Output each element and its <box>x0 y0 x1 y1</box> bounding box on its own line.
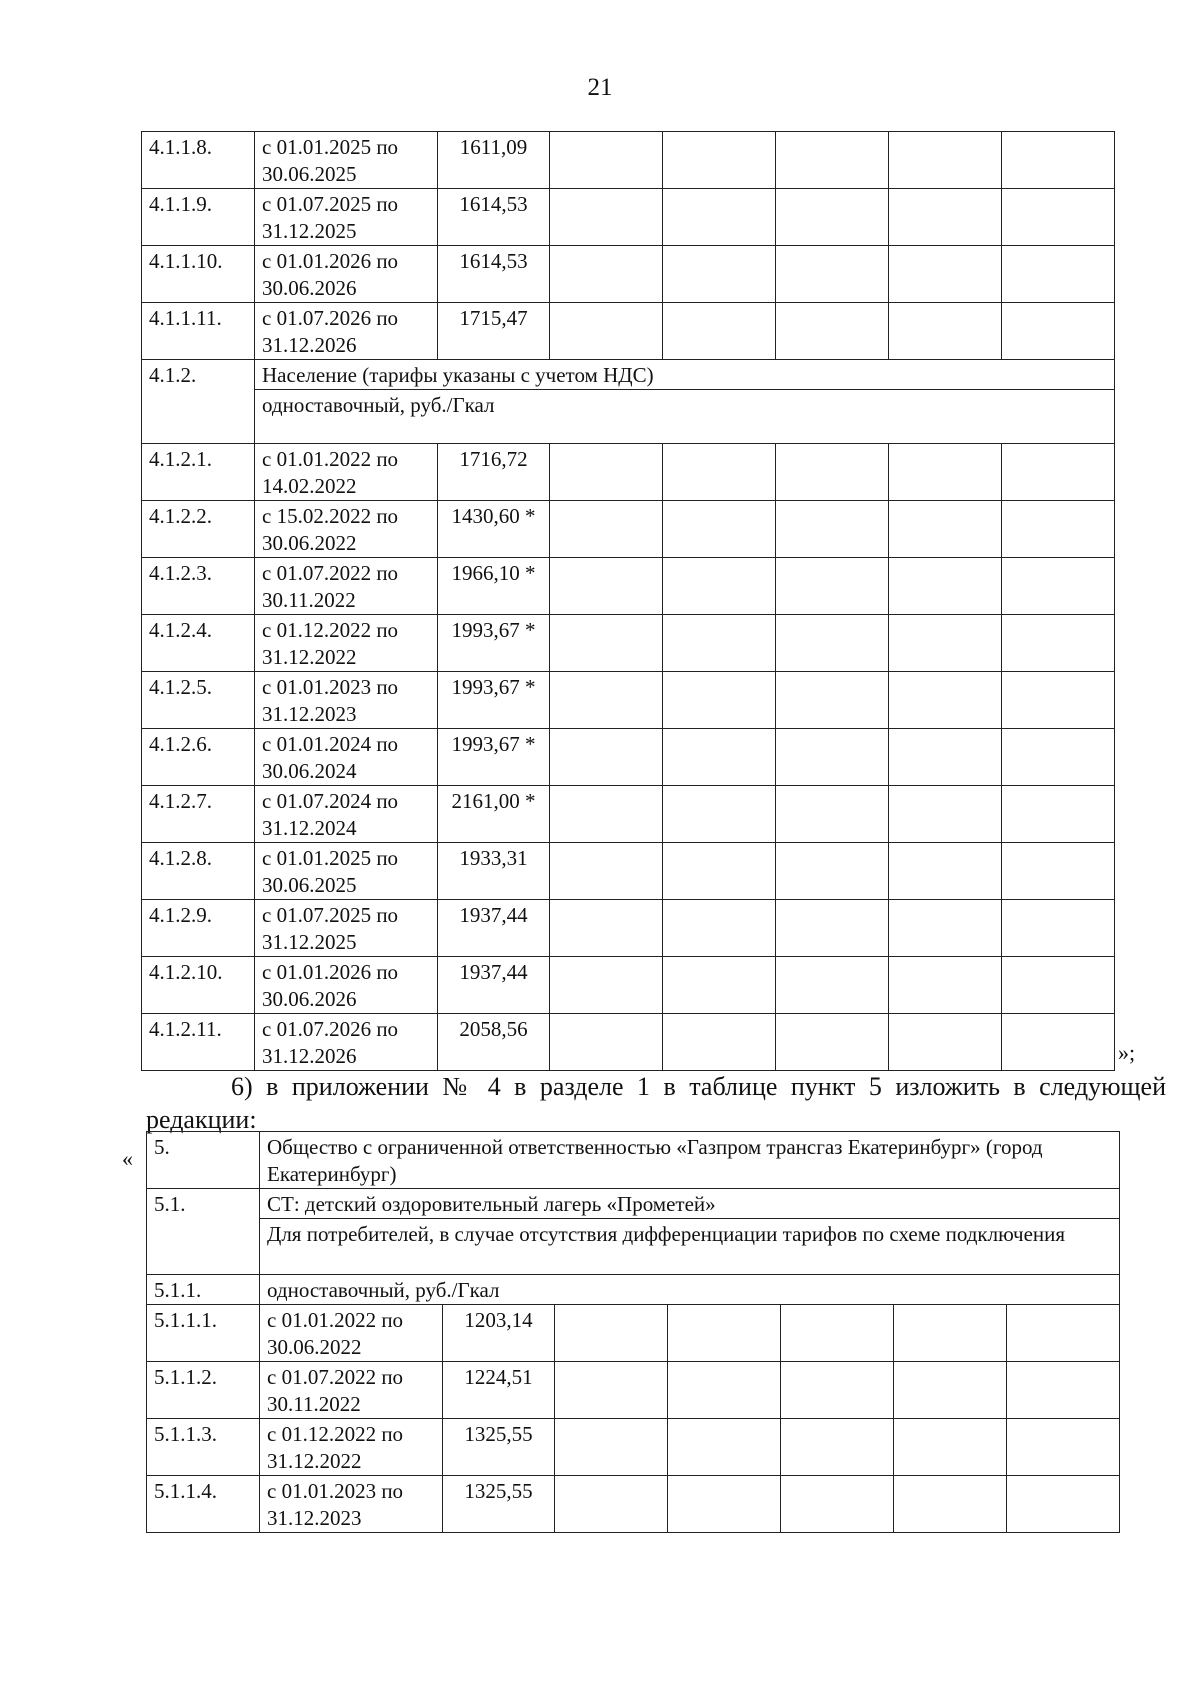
section-title: Население (тарифы указаны с учетом НДС) <box>255 360 1115 390</box>
empty-cell <box>776 1014 889 1071</box>
row-value: 1325,55 <box>443 1476 555 1533</box>
empty-cell <box>1002 132 1115 189</box>
row-code: 5.1.1.1. <box>147 1305 260 1362</box>
empty-cell <box>550 189 663 246</box>
row-value: 2058,56 <box>438 1014 550 1071</box>
row-code: 4.1.2.3. <box>142 558 255 615</box>
table-row <box>142 132 1115 189</box>
empty-cell <box>663 672 776 729</box>
row-value: 1716,72 <box>438 444 550 501</box>
empty-cell <box>889 900 1002 957</box>
row-period: с 01.07.2026 по 31.12.2026 <box>255 303 438 360</box>
row-code: 4.1.2.6. <box>142 729 255 786</box>
empty-cell <box>1002 303 1115 360</box>
table-row <box>142 843 1115 900</box>
amendment-paragraph: 6) в приложении № 4 в разделе 1 в таблице пункт 5 изложить в следующей редакции: <box>146 1072 1166 1134</box>
empty-cell <box>668 1362 781 1419</box>
empty-cell <box>889 558 1002 615</box>
row-code: 5.1.1.2. <box>147 1362 260 1419</box>
tariff-table-new <box>146 1131 1120 1533</box>
empty-cell <box>1007 1476 1120 1533</box>
table-row <box>142 444 1115 501</box>
table-row <box>147 1419 1120 1476</box>
empty-cell <box>894 1419 1007 1476</box>
empty-cell <box>781 1362 894 1419</box>
table-row <box>147 1305 1120 1362</box>
row-code: 4.1.2.11. <box>142 1014 255 1071</box>
row-value: 2161,00 * <box>438 786 550 843</box>
row-value: 1993,67 * <box>438 729 550 786</box>
empty-cell <box>663 132 776 189</box>
empty-cell <box>776 786 889 843</box>
empty-cell <box>1002 957 1115 1014</box>
empty-cell <box>889 843 1002 900</box>
row-period: с 01.01.2022 по 30.06.2022 <box>260 1305 443 1362</box>
empty-cell <box>663 501 776 558</box>
empty-cell <box>1002 729 1115 786</box>
empty-cell <box>889 189 1002 246</box>
row-value: 1614,53 <box>438 246 550 303</box>
empty-cell <box>776 843 889 900</box>
row-code: 4.1.2.7. <box>142 786 255 843</box>
empty-cell <box>1002 615 1115 672</box>
empty-cell <box>663 1014 776 1071</box>
empty-cell <box>663 189 776 246</box>
row-value: 1937,44 <box>438 900 550 957</box>
empty-cell <box>668 1305 781 1362</box>
empty-cell <box>894 1305 1007 1362</box>
empty-cell <box>668 1476 781 1533</box>
empty-cell <box>663 303 776 360</box>
empty-cell <box>889 132 1002 189</box>
row-period: с 01.07.2022 по 30.11.2022 <box>260 1362 443 1419</box>
empty-cell <box>555 1305 668 1362</box>
empty-cell <box>889 786 1002 843</box>
row-value: 1430,60 * <box>438 501 550 558</box>
empty-cell <box>1002 501 1115 558</box>
row-value: 1224,51 <box>443 1362 555 1419</box>
empty-cell <box>550 615 663 672</box>
row-value: 1937,44 <box>438 957 550 1014</box>
table-row <box>142 246 1115 303</box>
row-code: 4.1.2.5. <box>142 672 255 729</box>
empty-cell <box>555 1362 668 1419</box>
row-code: 4.1.1.10. <box>142 246 255 303</box>
empty-cell <box>550 729 663 786</box>
row-period: с 01.01.2022 по 14.02.2022 <box>255 444 438 501</box>
subsection-note: Для потребителей, в случае отсутствия дифференциации тарифов по схеме подключения <box>260 1219 1120 1275</box>
section-subtitle: одноставочный, руб./Гкал <box>255 390 1115 444</box>
empty-cell <box>555 1419 668 1476</box>
table-row <box>142 558 1115 615</box>
empty-cell <box>1002 558 1115 615</box>
empty-cell <box>776 501 889 558</box>
row-code: 4.1.2.4. <box>142 615 255 672</box>
empty-cell <box>889 615 1002 672</box>
page-number: 21 <box>587 74 613 101</box>
empty-cell <box>663 786 776 843</box>
row-value: 1993,67 * <box>438 672 550 729</box>
row-code: 4.1.1.8. <box>142 132 255 189</box>
row-value: 1715,47 <box>438 303 550 360</box>
empty-cell <box>663 900 776 957</box>
row-period: с 01.01.2023 по 31.12.2023 <box>260 1476 443 1533</box>
table-row <box>142 786 1115 843</box>
empty-cell <box>550 843 663 900</box>
empty-cell <box>781 1305 894 1362</box>
rate-title: одноставочный, руб./Гкал <box>260 1275 1120 1305</box>
empty-cell <box>550 900 663 957</box>
row-period: с 01.07.2025 по 31.12.2025 <box>255 189 438 246</box>
empty-cell <box>889 729 1002 786</box>
empty-cell <box>550 303 663 360</box>
row-value: 1203,14 <box>443 1305 555 1362</box>
table-row <box>142 900 1115 957</box>
rate-code: 5.1.1. <box>147 1275 260 1305</box>
empty-cell <box>776 132 889 189</box>
empty-cell <box>781 1476 894 1533</box>
empty-cell <box>550 786 663 843</box>
tariff-table-continued <box>141 131 1115 1071</box>
empty-cell <box>776 729 889 786</box>
empty-cell <box>894 1362 1007 1419</box>
table-row <box>147 1362 1120 1419</box>
row-value: 1325,55 <box>443 1419 555 1476</box>
row-period: с 01.12.2022 по 31.12.2022 <box>255 615 438 672</box>
closing-quote: »; <box>1118 1040 1136 1065</box>
empty-cell <box>1002 1014 1115 1071</box>
row-code: 4.1.1.9. <box>142 189 255 246</box>
row-period: с 01.01.2026 по 30.06.2026 <box>255 246 438 303</box>
empty-cell <box>663 957 776 1014</box>
empty-cell <box>781 1419 894 1476</box>
empty-cell <box>550 246 663 303</box>
table-row <box>142 501 1115 558</box>
empty-cell <box>776 900 889 957</box>
org-code: 5. <box>147 1132 260 1189</box>
org-title: Общество с ограниченной ответственностью «Газпром трансгаз Екатеринбург» (город Екатеринбург) <box>260 1132 1120 1189</box>
row-value: 1614,53 <box>438 189 550 246</box>
empty-cell <box>663 246 776 303</box>
subsection-code: 5.1. <box>147 1189 260 1275</box>
empty-cell <box>663 444 776 501</box>
empty-cell <box>889 501 1002 558</box>
row-value: 1966,10 * <box>438 558 550 615</box>
empty-cell <box>550 444 663 501</box>
row-value: 1611,09 <box>438 132 550 189</box>
empty-cell <box>889 957 1002 1014</box>
empty-cell <box>1002 444 1115 501</box>
empty-cell <box>1002 786 1115 843</box>
empty-cell <box>1002 246 1115 303</box>
empty-cell <box>776 672 889 729</box>
table-row <box>142 303 1115 360</box>
row-period: с 01.01.2023 по 31.12.2023 <box>255 672 438 729</box>
row-period: с 01.12.2022 по 31.12.2022 <box>260 1419 443 1476</box>
empty-cell <box>550 501 663 558</box>
empty-cell <box>550 672 663 729</box>
row-code: 5.1.1.3. <box>147 1419 260 1476</box>
row-code: 4.1.2.9. <box>142 900 255 957</box>
table-row <box>142 729 1115 786</box>
empty-cell <box>550 132 663 189</box>
empty-cell <box>663 615 776 672</box>
empty-cell <box>663 558 776 615</box>
table-row <box>142 189 1115 246</box>
empty-cell <box>776 444 889 501</box>
table-row <box>142 1014 1115 1071</box>
opening-quote: « <box>122 1146 133 1171</box>
table-row <box>147 1476 1120 1533</box>
row-period: с 01.07.2026 по 31.12.2026 <box>255 1014 438 1071</box>
row-code: 4.1.2.1. <box>142 444 255 501</box>
row-period: с 01.01.2026 по 30.06.2026 <box>255 957 438 1014</box>
row-code: 4.1.1.11. <box>142 303 255 360</box>
row-code: 5.1.1.4. <box>147 1476 260 1533</box>
empty-cell <box>663 729 776 786</box>
empty-cell <box>550 1014 663 1071</box>
row-value: 1993,67 * <box>438 615 550 672</box>
table-row <box>142 672 1115 729</box>
row-period: с 01.01.2025 по 30.06.2025 <box>255 843 438 900</box>
empty-cell <box>776 615 889 672</box>
empty-cell <box>889 246 1002 303</box>
empty-cell <box>776 303 889 360</box>
empty-cell <box>1002 900 1115 957</box>
empty-cell <box>894 1476 1007 1533</box>
empty-cell <box>1007 1305 1120 1362</box>
empty-cell <box>550 957 663 1014</box>
empty-cell <box>889 1014 1002 1071</box>
empty-cell <box>663 843 776 900</box>
empty-cell <box>550 558 663 615</box>
empty-cell <box>555 1476 668 1533</box>
row-code: 4.1.2.2. <box>142 501 255 558</box>
row-period: с 01.01.2025 по 30.06.2025 <box>255 132 438 189</box>
row-period: с 01.07.2024 по 31.12.2024 <box>255 786 438 843</box>
empty-cell <box>776 246 889 303</box>
section-code: 4.1.2. <box>142 360 255 444</box>
empty-cell <box>776 189 889 246</box>
row-period: с 01.07.2022 по 30.11.2022 <box>255 558 438 615</box>
empty-cell <box>776 957 889 1014</box>
empty-cell <box>1007 1419 1120 1476</box>
subsection-title: СТ: детский оздоровительный лагерь «Прометей» <box>260 1189 1120 1219</box>
row-code: 4.1.2.10. <box>142 957 255 1014</box>
table-row <box>142 615 1115 672</box>
empty-cell <box>889 672 1002 729</box>
row-period: с 01.01.2024 по 30.06.2024 <box>255 729 438 786</box>
row-period: с 01.07.2025 по 31.12.2025 <box>255 900 438 957</box>
empty-cell <box>1002 672 1115 729</box>
empty-cell <box>668 1419 781 1476</box>
row-value: 1933,31 <box>438 843 550 900</box>
empty-cell <box>776 558 889 615</box>
row-period: с 15.02.2022 по 30.06.2022 <box>255 501 438 558</box>
empty-cell <box>1002 843 1115 900</box>
row-code: 4.1.2.8. <box>142 843 255 900</box>
empty-cell <box>1007 1362 1120 1419</box>
table-row <box>142 957 1115 1014</box>
empty-cell <box>889 303 1002 360</box>
empty-cell <box>889 444 1002 501</box>
empty-cell <box>1002 189 1115 246</box>
